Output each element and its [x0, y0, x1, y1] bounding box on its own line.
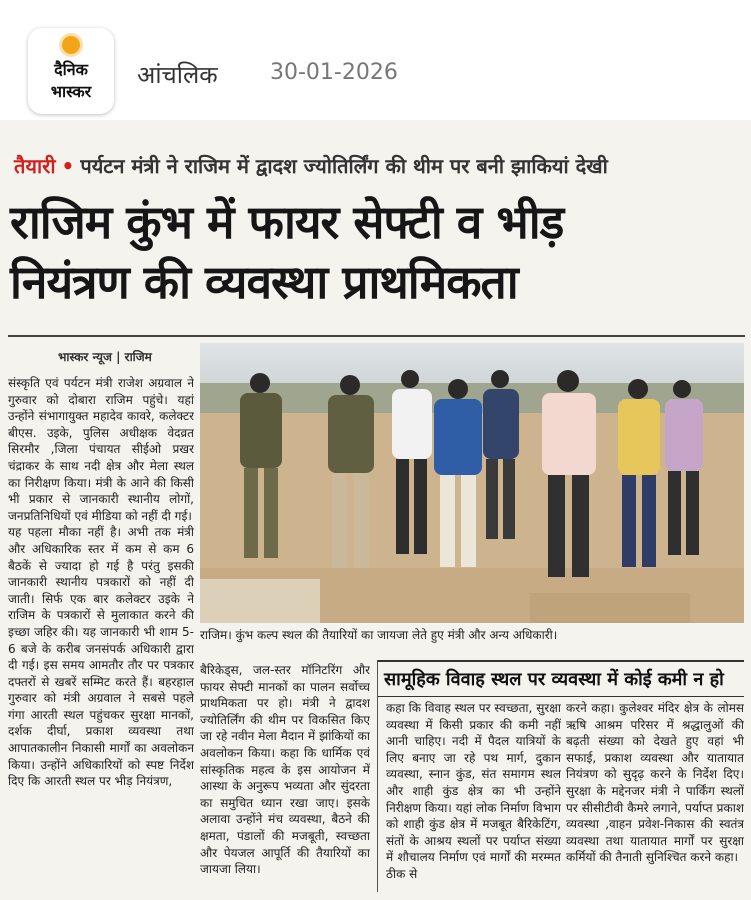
- box-heading-text: सामूहिक विवाह स्थल पर व्यवस्था में कोई कमी न हो: [384, 669, 724, 690]
- logo-text-line2: भास्कर: [50, 82, 92, 101]
- article-column-2: [200, 662, 370, 890]
- box-heading: [378, 660, 744, 697]
- headline-divider: [8, 335, 745, 337]
- article-headline: [10, 192, 745, 312]
- article-column-4: [566, 700, 744, 890]
- app-header: [0, 0, 751, 120]
- paragraph: बैरिकेड्स, जल-स्तर मॉनिटरिंग और फायर सेफ्टी मानकों का पालन सर्वोच्च प्राथमिकता पर हो। मंत्री ने द्वादश ज्योतिर्लिंग की थीम पर विकसित किए जा रहे नवीन मेला मैदान में झांकियों का अवलोकन किया। कहा कि धार्मिक एवं सांस्कृतिक महत्व के इस आयोजन में आस्था के अनुरूप भव्यता और सुंदरता का समुचित ध्यान रखा जाए। इसके अलावा उन्होंने मंच व्यवस्था, बैठने की क्षमता, पंडालों की मजबूती, स्वच्छता और पेयजल आपूर्ति की तैयारियों का जायजा लिया।: [200, 663, 370, 877]
- article-column-3: [386, 700, 561, 890]
- edition-date: 30-01-2026: [270, 60, 398, 85]
- byline: भास्कर न्यूज | राजिम: [58, 350, 152, 364]
- article-column-1: [8, 375, 194, 890]
- paragraph: कहा कि विवाह स्थल पर स्वच्छता, सुरक्षा व्यवस्था में किसी प्रकार की कमी नहीं आनी चाहिए। नदी में पैदल यात्रियों के लिए बनाए जा रहे पथ मार्ग, दुकान व्यवस्था, स्नान कुंड, संत समागम स्थल और शाही कुंड क्षेत्र का भी उन्होंने निरीक्षण किया। यहां लोक निर्माण विभाग को शाही कुंड क्षेत्र में मजबूत बैरिकेटिंग, संतों के आश्रय स्थलों पर पर्याप्त संख्या में शौचालय निर्माण एवं मार्गों की मरम्मत ठीक से: [386, 701, 561, 881]
- headline-line-2: नियंत्रण की व्यवस्था प्राथमिकता: [10, 255, 518, 309]
- kicker-bullet: •: [61, 154, 75, 178]
- article-photo[interactable]: [200, 343, 744, 623]
- headline-line-1: राजिम कुंभ में फायर सेफ्टी व भीड़: [10, 195, 564, 249]
- article-kicker: [14, 152, 608, 179]
- kicker-subheading: पर्यटन मंत्री ने राजिम में द्वादश ज्योतिर्लिंग की थीम पर बनी झाकियां देखी: [80, 154, 608, 178]
- section-name[interactable]: आंचलिक: [137, 61, 218, 89]
- sun-logo-icon: [62, 36, 80, 54]
- paragraph: संस्कृति एवं पर्यटन मंत्री राजेश अग्रवाल ने गुरुवार को दोबारा राजिम पहुंचे। यहां उन्होंने संभागायुक्त महादेव कावरे, कलेक्टर बीएस. उइके, पुलिस अधीक्षक वेदव्रत सिरमौर ,जिला पंचायत सीईओ प्रखर चंद्राकर के साथ नदी क्षेत्र और मेला स्थल का निरीक्षण किया। मंत्री के आने की किसी भी प्रकार से जानकारी स्थानीय लोगों, जनप्रतिनिधियों एवं मीडिया को नहीं दी गई।: [8, 376, 194, 523]
- kicker-tag: तैयारी: [14, 154, 56, 178]
- officials-inspection-photo: [200, 343, 744, 623]
- dainik-bhaskar-logo[interactable]: [28, 28, 114, 114]
- paragraph: यह पहला मौका नहीं है। अभी तक मंत्री और अधिकारिक स्तर में कम से कम 6 बैठकें से ज्यादा हो गई है परंतु इसकी जानकारी स्थानीय पत्रकारों को नहीं दी जाती। सिर्फ एक बार कलेक्टर उइके ने राजिम के पत्रकारों से मुलाकात करने की इच्छा जहिर की। यह जानकारी भी शाम 5-6 बजे के करीब जनसंपर्क अधिकारी द्वारा दी गई। इस समय आमतौर तौर पर पत्रकार दफ्तरों से खबरें सम्मिट करते हैं। बहरहाल गुरुवार को मंत्री अग्रवाल ने सबसे पहले गंगा आरती स्थल पहुंचकर सुरक्षा मानकों, दर्शक दीर्घा, प्रकाश व्यवस्था तथा आपातकालीन निकासी मार्गों का अवलोकन किया। उन्होंने अधिकारियों को स्पष्ट निर्देश दिए कि आरती स्थल पर भीड़ नियंत्रण,: [8, 525, 194, 789]
- photo-caption: राजिम। कुंभ कल्प स्थल की तैयारियों का जायजा लेते हुए मंत्री और अन्य अधिकारी।: [200, 628, 558, 642]
- logo-text-line1: दैनिक: [54, 60, 88, 79]
- paragraph: करने कहा। कुलेश्वर मंदिर क्षेत्र के लोमस ऋषि आश्रम परिसर में श्रद्धालुओं की बढ़ती संख्या को देखते हुए वहां भी सफाई, प्रकाश व्यवस्था और यातायात नियंत्रण को सुदृढ़ करने के निर्देश दिए। सुरक्षा के मद्देनजर मंत्री ने पार्किंग स्थलों पर सीसीटीवी कैमरे लगाने, पर्याप्त प्रकाश व्यवस्था ,वाहन प्रवेश-निकास की स्वतंत्र व्यवस्था तथा यातायात मार्गों पर सुरक्षा कर्मियों की तैनाती सुनिश्चित करने कहा।: [566, 701, 744, 865]
